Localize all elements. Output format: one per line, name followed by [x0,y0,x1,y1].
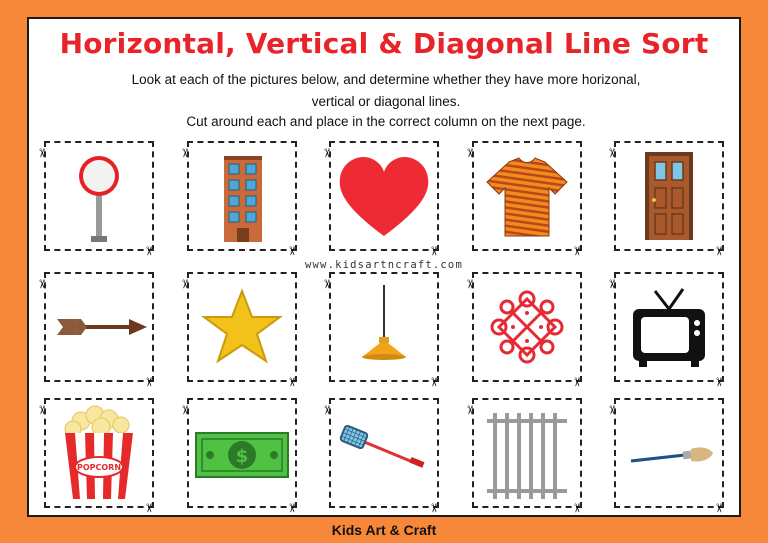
dollar-symbol: $ [235,446,249,467]
scissor-icon: ✂ [284,376,299,388]
card-heart[interactable] [320,141,441,257]
striped-shirt-icon [479,148,575,244]
scissor-icon: ✂ [426,502,441,514]
scissor-icon: ✂ [284,502,299,514]
scissor-icon: ✂ [141,376,156,388]
card-building[interactable] [178,141,299,257]
card-popcorn[interactable] [35,398,156,514]
card-lamp[interactable] [320,272,441,388]
scissor-icon: ✂ [711,502,726,514]
scissor-icon: ✂ [569,502,584,514]
scissor-icon: ✂ [605,404,620,416]
footer-brand: Kids Art & Craft [331,522,437,538]
scissor-icon: ✂ [605,147,620,159]
card-stop-sign[interactable] [35,141,156,257]
scissor-icon: ✂ [35,278,50,290]
fly-swatter-icon [336,405,432,501]
instruction-line-3: Cut around each and place in the correct column on the next page. [186,114,586,129]
heart-icon [336,148,432,244]
scissor-icon: ✂ [605,278,620,290]
paintbrush-icon [621,405,717,501]
knot-pattern-icon [479,279,575,375]
scissor-icon: ✂ [711,245,726,257]
scissor-icon: ✂ [569,376,584,388]
popcorn-icon [51,405,147,501]
scissor-icon: ✂ [426,245,441,257]
scissor-icon: ✂ [320,404,335,416]
card-fly-swatter[interactable] [320,398,441,514]
scissor-icon: ✂ [569,245,584,257]
star-icon [194,279,290,375]
worksheet [27,17,741,517]
instruction-line-2: vertical or diagonal lines. [311,94,461,109]
card-shirt[interactable] [463,141,584,257]
scissor-icon: ✂ [426,376,441,388]
card-paintbrush[interactable] [605,398,726,514]
scissor-icon: ✂ [141,245,156,257]
card-tv[interactable] [605,272,726,388]
door-icon [621,148,717,244]
scissor-icon: ✂ [35,404,50,416]
card-fence[interactable] [463,398,584,514]
scissor-icon: ✂ [178,404,193,416]
popcorn-label: POPCORN [76,463,122,472]
website-text: www.kidsartncraft.com [305,259,463,271]
card-star[interactable] [178,272,299,388]
television-icon [621,279,717,375]
scissor-icon: ✂ [320,278,335,290]
scissor-icon: ✂ [463,278,478,290]
stop-sign-icon [51,148,147,244]
dollar-bill-icon [194,405,290,501]
scissor-icon: ✂ [141,502,156,514]
card-knot[interactable] [463,272,584,388]
instruction-line-1: Look at each of the pictures below, and determine whether they have more horizonal, [131,72,641,87]
scissor-icon: ✂ [463,147,478,159]
instruction-text [69,69,703,113]
card-dollar[interactable] [178,398,299,514]
page-title: Horizontal, Vertical & Diagonal Line Sort [59,27,709,60]
card-door[interactable] [605,141,726,257]
scissor-icon: ✂ [178,147,193,159]
fence-icon [479,405,575,501]
scissor-icon: ✂ [320,147,335,159]
scissor-icon: ✂ [463,404,478,416]
building-icon [194,148,290,244]
scissor-icon: ✂ [178,278,193,290]
arrow-icon [51,279,147,375]
card-arrow[interactable] [35,272,156,388]
scissor-icon: ✂ [284,245,299,257]
scissor-icon: ✂ [711,376,726,388]
scissor-icon: ✂ [35,147,50,159]
hanging-lamp-icon [336,279,432,375]
